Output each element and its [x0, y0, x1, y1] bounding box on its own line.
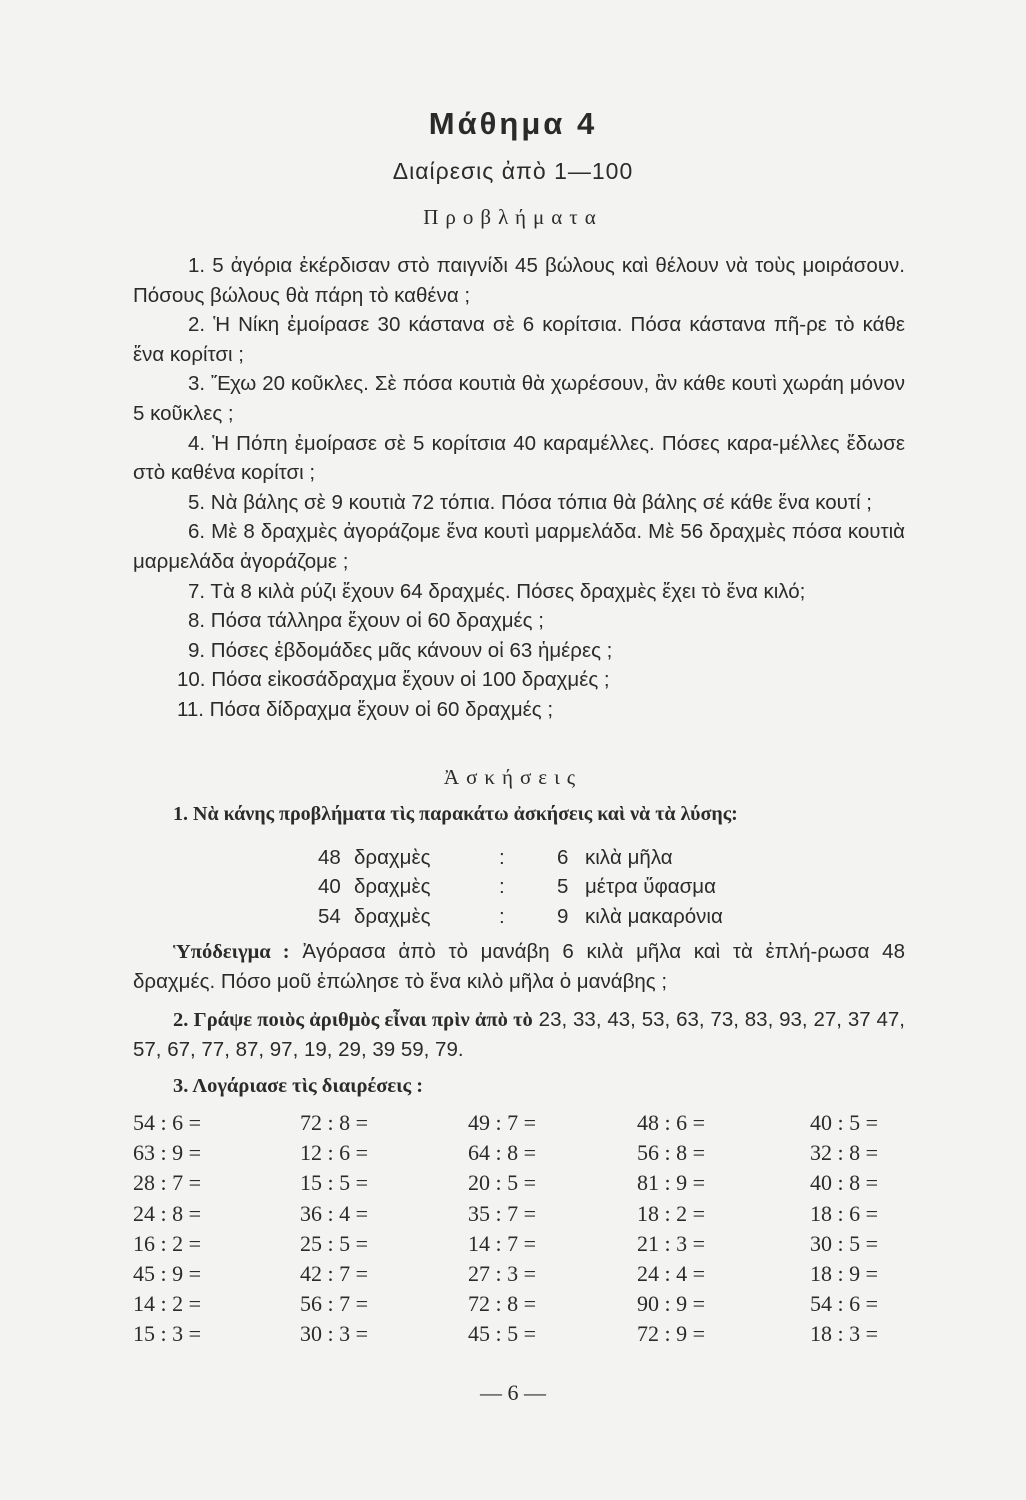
item: κιλὰ μῆλα — [585, 846, 673, 869]
amount: 54 — [318, 904, 341, 928]
division-item: 45 : 5 = — [468, 1321, 537, 1347]
exercise-2-instruction: 2. Γράψε ποιὸς ἀριθμὸς εἶναι πρὶν ἀπὸ τὸ — [173, 1009, 533, 1031]
problems-list — [133, 251, 905, 725]
separator: : — [499, 904, 505, 928]
division-item: 45 : 9 = — [133, 1260, 202, 1286]
problem-item: 1. 5 ἀγόρια ἐκέρδισαν στὸ παιγνίδι 45 βώλους καὶ θέλουν νὰ τοὺς μοιράσουν. Πόσους βώλους θὰ πάρη τὸ καθένα ; — [133, 254, 905, 307]
division-item: 27 : 3 = — [468, 1260, 537, 1286]
lesson-title: Μάθημα 4 — [428, 106, 598, 141]
division-item: 21 : 3 = — [637, 1230, 706, 1256]
division-item: 49 : 7 = — [468, 1110, 537, 1135]
unit: δραχμὲς — [354, 846, 431, 869]
problem-item: 5. Νὰ βάλης σὲ 9 κουτιὰ 72 τόπια. Πόσα τόπια θὰ βάλης σέ κάθε ἕνα κουτί ; — [188, 490, 872, 514]
division-item: 12 : 6 = — [300, 1140, 369, 1166]
separator: : — [499, 875, 505, 899]
division-item: 72 : 8 = — [300, 1110, 369, 1135]
division-item: 36 : 4 = — [300, 1200, 369, 1226]
division-item: 35 : 7 = — [468, 1200, 537, 1226]
exercise-2 — [133, 1005, 905, 1065]
division-item: 18 : 3 = — [810, 1321, 879, 1347]
lesson-subtitle: Διαίρεσις ἀπὸ 1—100 — [392, 158, 634, 184]
division-item: 56 : 7 = — [300, 1291, 369, 1317]
problem-item: 10. Πόσα εἰκοσάδραχμα ἔχουν οἱ 100 δραχμές ; — [177, 668, 610, 692]
division-item: 14 : 2 = — [133, 1291, 202, 1317]
item: κιλὰ μακαρόνια — [585, 904, 723, 928]
unit: δραχμὲς — [354, 875, 431, 899]
problem-item: 9. Πόσες ἑβδομάδες μᾶς κάνουν οἱ 63 ἡμέρες ; — [188, 638, 613, 662]
division-item: 54 : 6 = — [133, 1110, 202, 1135]
division-item: 18 : 9 = — [810, 1260, 879, 1286]
division-item: 90 : 9 = — [637, 1291, 706, 1317]
exercise-3-instruction-text: 3. Λογάριασε τὶς διαιρέσεις : — [173, 1075, 424, 1097]
quantity: 9 — [557, 904, 569, 928]
division-item: 20 : 5 = — [468, 1170, 537, 1196]
division-item: 32 : 8 = — [810, 1140, 879, 1166]
quantity: 6 — [557, 846, 569, 869]
division-item: 63 : 9 = — [133, 1140, 202, 1166]
table-row — [318, 872, 723, 901]
division-item: 25 : 5 = — [300, 1230, 369, 1256]
division-item: 18 : 2 = — [637, 1200, 706, 1226]
division-item: 54 : 6 = — [810, 1291, 879, 1317]
problem-item: 2. Ἡ Νίκη ἐμοίρασε 30 κάστανα σὲ 6 κορίτσια. Πόσα κάστανα πῆ-ρε τὸ κάθε ἕνα κορίτσι ; — [133, 313, 905, 366]
table-row — [318, 902, 723, 931]
hint-paragraph — [133, 937, 905, 997]
exercise-1-table — [318, 843, 723, 931]
problem-item: 6. Μὲ 8 δραχμὲς ἀγοράζομε ἕνα κουτὶ μαρμελάδα. Μὲ 56 δραχμὲς πόσα κουτιὰ μαρμελάδα ἀγοράζομε ; — [133, 520, 905, 573]
division-item: 28 : 7 = — [133, 1170, 202, 1196]
problem-item: 11. Πόσα δίδραχμα ἔχουν οἱ 60 δραχμές ; — [177, 697, 554, 721]
division-item: 18 : 6 = — [810, 1200, 879, 1226]
problem-item: 4. Ἡ Πόπη ἐμοίρασε σὲ 5 κορίτσια 40 καραμέλλες. Πόσες καρα-μέλλες ἔδωσε στὸ καθένα κορίτσι ; — [133, 431, 905, 485]
division-item: 42 : 7 = — [300, 1260, 369, 1286]
exercise-3-instruction — [133, 1072, 905, 1101]
quantity: 5 — [557, 875, 569, 899]
problem-item: 7. Τὰ 8 κιλὰ ρύζι ἔχουν 64 δραχμές. Πόσες δραχμὲς ἔχει τὸ ἕνα κιλό; — [188, 579, 806, 603]
division-item: 14 : 7 = — [468, 1230, 537, 1256]
hint-text: Ἀγόρασα ἀπὸ τὸ μανάβη 6 κιλὰ μῆλα καὶ τὰ ἐπλή-ρωσα 48 δραχμές. Πόσο μοῦ ἐπώλησε τὸ ἕνα κιλὸ μῆλα ὁ μανάβης ; — [133, 940, 905, 994]
unit: δραχμὲς — [354, 904, 431, 928]
table-row — [318, 843, 723, 872]
division-item: 40 : 5 = — [810, 1110, 879, 1135]
divisions-grid — [133, 1110, 923, 1352]
problem-item: 3. Ἔχω 20 κοῦκλες. Σὲ πόσα κουτιὰ θὰ χωρέσουν, ἂν κάθε κουτὶ χωράη μόνον 5 κοῦκλες ; — [133, 372, 905, 425]
division-item: 48 : 6 = — [637, 1110, 706, 1135]
division-item: 81 : 9 = — [637, 1170, 706, 1196]
division-item: 24 : 4 = — [637, 1260, 706, 1286]
exercise-1-instruction: 1. Νὰ κάνης προβλήματα τὶς παρακάτω ἀσκήσεις καὶ νὰ τὰ λύσης: — [173, 803, 738, 825]
problem-item: 8. Πόσα τάλληρα ἔχουν οἱ 60 δραχμές ; — [188, 609, 544, 633]
section-heading-exercises: Ἀσκήσεις — [443, 765, 583, 789]
division-item: 56 : 8 = — [637, 1140, 706, 1166]
division-item: 72 : 8 = — [468, 1291, 537, 1317]
division-item: 30 : 3 = — [300, 1321, 369, 1347]
division-item: 16 : 2 = — [133, 1230, 202, 1256]
division-item: 64 : 8 = — [468, 1140, 537, 1166]
amount: 48 — [318, 846, 341, 869]
item: μέτρα ὕφασμα — [585, 875, 716, 899]
exercise-2-numbers: 23, 33, 43, 53, 63, 73, 83, 93, 27, 37 47, 57, 67, 77, 87, 97, 19, 29, 39 59, 79. — [133, 1008, 905, 1062]
division-item: 15 : 5 = — [300, 1170, 369, 1196]
division-item: 30 : 5 = — [810, 1230, 879, 1256]
amount: 40 — [318, 875, 341, 899]
division-item: 72 : 9 = — [637, 1321, 706, 1347]
hint-label: Ὑπόδειγμα : — [173, 941, 290, 963]
division-item: 24 : 8 = — [133, 1200, 202, 1226]
division-item: 15 : 3 = — [133, 1321, 202, 1347]
page-number: — 6 — — [480, 1380, 546, 1405]
division-item: 40 : 8 = — [810, 1170, 879, 1196]
separator: : — [499, 846, 505, 869]
section-heading-problems: Προβλήματα — [423, 205, 603, 229]
